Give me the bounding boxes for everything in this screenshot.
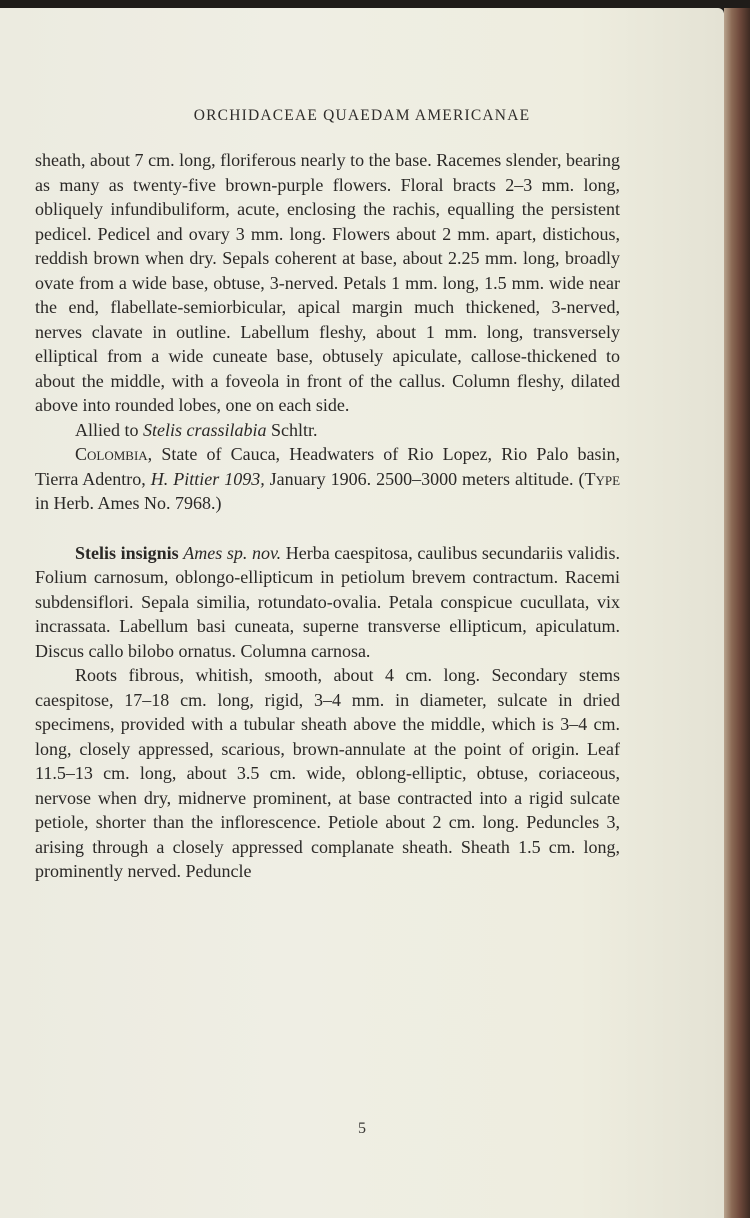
- locality-paragraph: [35, 442, 620, 516]
- page-number: 5: [358, 1120, 366, 1137]
- locality-country: Colombia: [75, 444, 148, 464]
- species-name: Stelis insignis: [75, 542, 179, 563]
- locality-part1: , State of Cauca, Headwaters of Rio Lopez, Rio Palo basin, Tierra Adentro,: [35, 444, 620, 489]
- allied-paragraph: [35, 418, 620, 443]
- species-diagnosis-paragraph: [35, 541, 620, 664]
- allied-author: Schltr.: [266, 419, 318, 440]
- allied-species: Stelis crassilabia: [143, 419, 267, 440]
- book-page: [0, 8, 724, 1218]
- running-head: ORCHIDACEAE QUAEDAM AMERICANAE: [193, 107, 531, 124]
- section-gap: [35, 516, 620, 541]
- book-edge: [724, 8, 750, 1218]
- locality-part3: in Herb. Ames No. 7968.): [35, 493, 222, 513]
- locality-collector: H. Pittier 1093,: [150, 468, 265, 489]
- species-latin: Herba caespitosa, caulibus secundariis validis. Folium carnosum, oblongo-ellipticum in petiolum brevem contractum. Racemi subdensiflori. Sepala similia, rotundato-ovalia. Petala conspicue cucullata, vix incrassata. Labellum basi cuneata, superne transverse ellipticum, apiculatum. Discus callo bilobo ornatus. Columna carnosa.: [35, 542, 621, 661]
- species-description-paragraph: Roots fibrous, whitish, smooth, about 4 cm. long. Secondary stems caespitose, 17–18 cm. long, rigid, 3–4 mm. in diameter, sulcate in dried specimens, provided with a tubular sheath above the middle, which is 3–4 cm. long, closely appressed, scarious, brown-annulate at the point of origin. Leaf 11.5–13 cm. long, about 3.5 cm. wide, oblong-elliptic, obtuse, coriaceous, nervose when dry, midnerve prominent, at base contracted into a rigid sulcate petiole, shorter than the inflorescence. Petiole about 2 cm. long. Peduncles 3, arising through a closely appressed complanate sheath. Sheath 1.5 cm. long, prominently nerved. Peduncle: [35, 665, 620, 881]
- species-authority: Ames sp. nov.: [183, 542, 282, 563]
- allied-prefix: Allied to: [75, 419, 143, 440]
- locality-type: Type: [584, 468, 621, 489]
- description-paragraph: sheath, about 7 cm. long, floriferous nearly to the base. Racemes slender, bearing as many as twenty-five brown-purple flowers. Floral bracts 2–3 mm. long, obliquely infundibuliform, acute, enclosing the rachis, equalling the persistent pedicel. Pedicel and ovary 3 mm. long. Flowers about 2 mm. apart, distichous, reddish brown when dry. Sepals coherent at base, about 2.25 mm. long, broadly ovate from a wide base, obtuse, 3-nerved. Petals 1 mm. long, 1.5 mm. wide near the end, flabellate-semiorbicular, apical margin much thickened, 3-nerved, nerves clavate in outline. Labellum fleshy, about 1 mm. long, transversely elliptical from a wide cuneate base, obtusely apiculate, callose-thickened to about the middle, with a foveola in front of the callus. Column fleshy, dilated above into rounded lobes, one on each side.: [35, 150, 620, 415]
- locality-part2: January 1906. 2500–3000 meters altitude. (: [264, 468, 585, 489]
- body-text: [35, 148, 620, 884]
